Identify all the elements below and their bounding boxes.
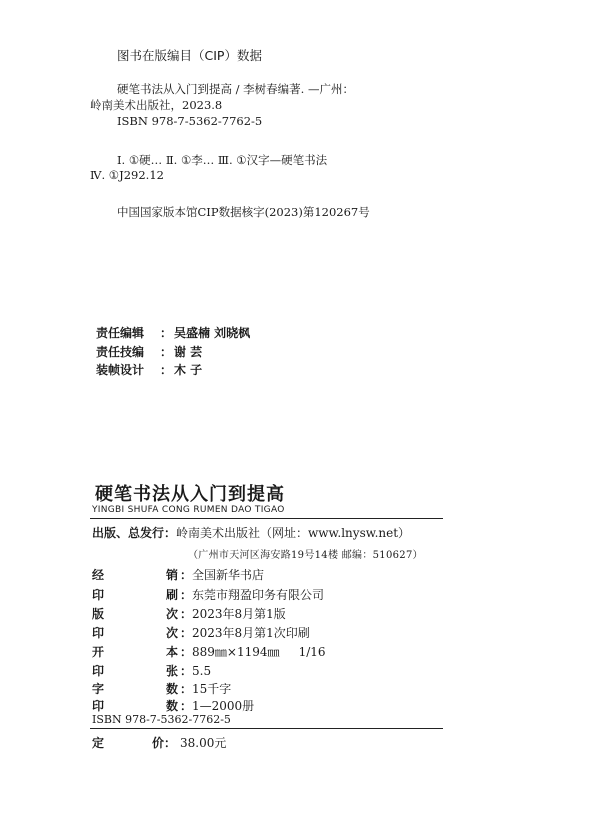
spec-label-2: 张 xyxy=(166,664,179,678)
credit-technical-editor xyxy=(96,343,202,360)
spec-colon: ： xyxy=(180,626,193,640)
credit-label: 装帧设计 xyxy=(96,363,145,377)
credit-sep: ： xyxy=(160,345,173,359)
spec-edition xyxy=(92,605,286,622)
spec-colon: ： xyxy=(180,699,193,713)
isbn-number: ISBN 978-7-5362-7762-5 xyxy=(92,713,231,726)
publisher-row xyxy=(92,524,410,541)
credit-value: 吴盛楠 刘晓枫 xyxy=(174,326,251,340)
divider-bottom xyxy=(90,728,443,729)
spec-value: 15千字 xyxy=(192,682,232,696)
spec-colon: ： xyxy=(180,568,193,582)
spec-value: 889㎜×1194㎜ 1/16 xyxy=(192,645,326,659)
spec-label-2: 次 xyxy=(166,626,179,640)
cip-isbn-line: ISBN 978-7-5362-7762-5 xyxy=(117,114,263,128)
spec-label-1: 版 xyxy=(92,607,105,621)
credit-label: 责任编辑 xyxy=(96,326,145,340)
spec-distributor xyxy=(92,566,264,583)
spec-colon: ： xyxy=(180,664,193,678)
spec-sheets xyxy=(92,662,211,679)
spec-value: 1—2000册 xyxy=(192,699,255,713)
price-value: 38.00元 xyxy=(180,736,227,750)
spec-colon: ： xyxy=(180,607,193,621)
credit-designer xyxy=(96,361,202,378)
spec-value: 全国新华书店 xyxy=(192,568,265,582)
cip-citation-line: 硬笔书法从入门到提高 / 李树春编著. —广州： xyxy=(117,82,354,96)
spec-label-1: 印 xyxy=(92,588,105,602)
spec-printing xyxy=(92,624,310,641)
publisher-value: 岭南美术出版社（网址：www.lnysw.net） xyxy=(176,526,411,540)
spec-value: 2023年8月第1次印刷 xyxy=(192,626,310,640)
divider-top xyxy=(90,518,443,519)
spec-colon: ： xyxy=(180,682,193,696)
spec-printer xyxy=(92,586,324,603)
cip-record-number: 中国国家版本馆CIP数据核字(2023)第120267号 xyxy=(117,205,370,219)
spec-label-1: 印 xyxy=(92,699,105,713)
spec-label-2: 销 xyxy=(166,568,179,582)
spec-label-2: 次 xyxy=(166,607,179,621)
cip-title: 图书在版编目（CIP）数据 xyxy=(117,48,262,63)
credit-sep: ： xyxy=(160,363,173,377)
credit-editor xyxy=(96,324,250,341)
spec-value: 东莞市翔盈印务有限公司 xyxy=(192,588,325,602)
price-label-1: 定 xyxy=(92,736,105,750)
spec-label-1: 开 xyxy=(92,645,105,659)
credit-sep: ： xyxy=(160,326,173,340)
price-label-2: 价： xyxy=(152,736,177,750)
spec-label-2: 数 xyxy=(166,682,179,696)
cip-classification-line: Ⅳ. ①J292.12 xyxy=(90,168,164,182)
credit-value: 谢 芸 xyxy=(174,345,203,359)
spec-value: 5.5 xyxy=(192,664,212,678)
book-pinyin: YINGBI SHUFA CONG RUMEN DAO TIGAO xyxy=(92,505,285,515)
credit-label: 责任技编 xyxy=(96,345,145,359)
credit-value: 木 子 xyxy=(174,363,203,377)
spec-colon: ： xyxy=(180,588,193,602)
cip-publisher-line: 岭南美术出版社，2023.8 xyxy=(90,98,223,112)
spec-colon: ： xyxy=(180,645,193,659)
book-title: 硬笔书法从入门到提高 xyxy=(95,484,285,505)
spec-label-2: 数 xyxy=(166,699,179,713)
spec-format xyxy=(92,643,326,660)
publisher-address: （广州市天河区海安路19号14楼 邮编：510627） xyxy=(188,550,423,561)
spec-label-1: 印 xyxy=(92,664,105,678)
spec-label-1: 印 xyxy=(92,626,105,640)
spec-word-count xyxy=(92,680,231,697)
publisher-label: 出版、总发行： xyxy=(92,526,177,540)
spec-label-2: 刷 xyxy=(166,588,179,602)
spec-label-1: 字 xyxy=(92,682,105,696)
spec-label-1: 经 xyxy=(92,568,105,582)
cip-subject-line: Ⅰ. ①硬… Ⅱ. ①李… Ⅲ. ①汉字—硬笔书法 xyxy=(117,153,328,167)
spec-label-2: 本 xyxy=(166,645,179,659)
spec-value: 2023年8月第1版 xyxy=(192,607,286,621)
spec-print-run xyxy=(92,697,254,714)
price-row xyxy=(92,734,226,751)
